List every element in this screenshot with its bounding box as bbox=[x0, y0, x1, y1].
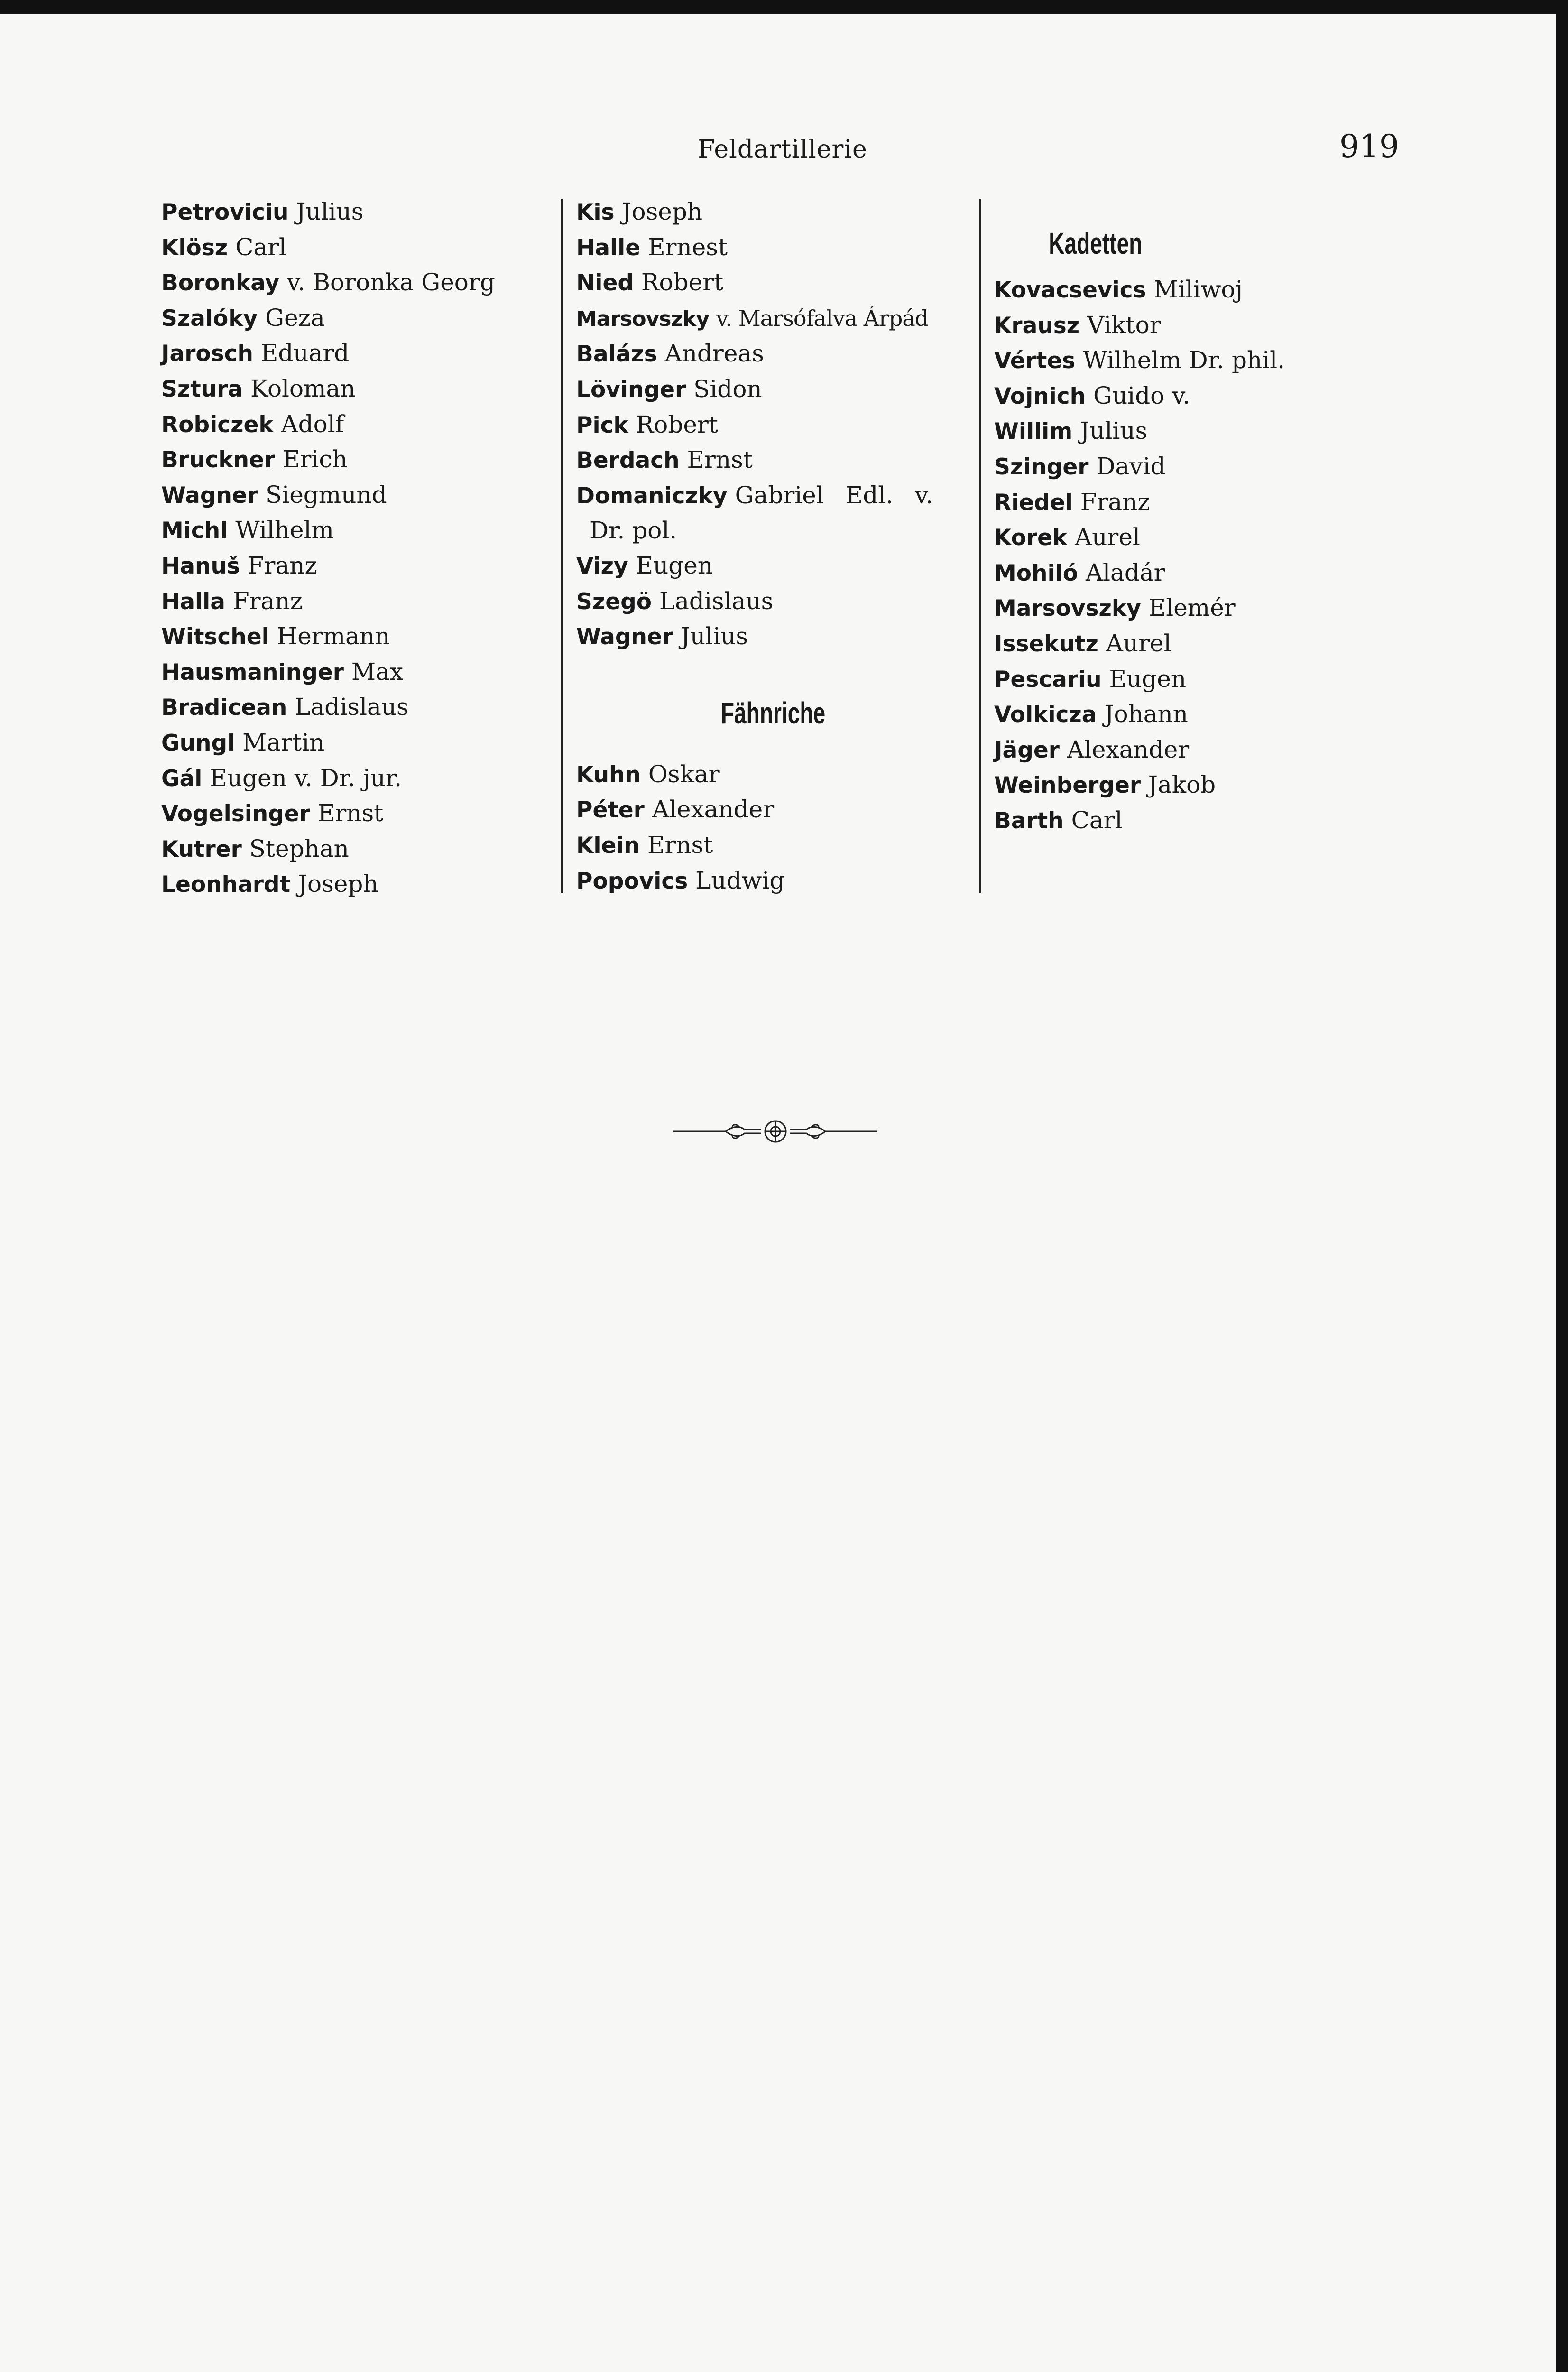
surname: Michl bbox=[161, 518, 228, 544]
section-heading-faehnriche: Fähnriche bbox=[720, 695, 826, 730]
given-name: Ladislaus bbox=[295, 693, 409, 721]
surname: Hanuš bbox=[161, 553, 240, 579]
given-name: Stephan bbox=[249, 834, 349, 862]
given-name: Viktor bbox=[1087, 311, 1161, 339]
list-item bbox=[161, 867, 550, 902]
surname: Vojnich bbox=[994, 383, 1086, 409]
list-item bbox=[576, 478, 970, 514]
list-item bbox=[161, 690, 550, 725]
list-item bbox=[994, 697, 1383, 732]
list-item bbox=[161, 584, 550, 620]
list-item bbox=[994, 803, 1383, 839]
column-3 bbox=[994, 195, 1383, 839]
surname: Klein bbox=[576, 832, 640, 859]
list-item bbox=[994, 520, 1383, 556]
list-item bbox=[576, 792, 970, 828]
list-item bbox=[161, 761, 550, 797]
given-name: v. Marsófalva Árpád bbox=[716, 305, 929, 331]
surname: Wagner bbox=[161, 482, 258, 509]
surname: Halla bbox=[161, 588, 225, 615]
given-name: Wilhelm bbox=[235, 516, 334, 544]
given-name: Ludwig bbox=[695, 866, 785, 894]
list-item bbox=[994, 272, 1383, 308]
surname: Vizy bbox=[576, 553, 628, 579]
given-name: Guido v. bbox=[1093, 381, 1190, 409]
given-name: Ernst bbox=[687, 446, 753, 474]
list-item bbox=[161, 265, 550, 301]
given-name: Oskar bbox=[648, 760, 720, 788]
list-item bbox=[161, 548, 550, 584]
list-item bbox=[994, 732, 1383, 768]
surname: Mohiló bbox=[994, 560, 1079, 586]
surname: Szalóky bbox=[161, 305, 258, 332]
surname: Petroviciu bbox=[161, 199, 289, 225]
surname: Kovacsevics bbox=[994, 277, 1146, 303]
given-name: Eugen bbox=[636, 551, 713, 579]
list-item bbox=[161, 442, 550, 478]
ornament-divider bbox=[673, 1117, 877, 1146]
given-name: Andreas bbox=[664, 340, 764, 368]
given-name: Robert bbox=[641, 269, 724, 296]
list-item bbox=[994, 308, 1383, 343]
surname: Weinberger bbox=[994, 772, 1141, 799]
given-name: Carl bbox=[1071, 806, 1123, 834]
list-item bbox=[161, 725, 550, 761]
given-name: Julius bbox=[296, 198, 364, 225]
list-item bbox=[994, 379, 1383, 414]
section-heading-kadetten: Kadetten bbox=[1049, 226, 1143, 260]
list-item bbox=[994, 556, 1383, 591]
given-name: David bbox=[1096, 452, 1166, 480]
list-item bbox=[161, 619, 550, 655]
given-name: Johann bbox=[1104, 700, 1188, 728]
surname: Robiczek bbox=[161, 411, 274, 438]
list-item bbox=[161, 336, 550, 371]
surname: Pescariu bbox=[994, 666, 1102, 693]
given-name: Ladislaus bbox=[659, 587, 774, 615]
surname: Krausz bbox=[994, 312, 1080, 339]
list-item bbox=[161, 513, 550, 548]
column-2 bbox=[576, 195, 970, 899]
given-name: Aurel bbox=[1106, 629, 1171, 657]
list-item-continuation bbox=[576, 513, 970, 548]
surname: Balázs bbox=[576, 341, 657, 368]
surname: Volkicza bbox=[994, 702, 1097, 728]
surname: Nied bbox=[576, 270, 634, 296]
surname: Bradicean bbox=[161, 695, 287, 721]
surname: Boronkay bbox=[161, 270, 280, 296]
surname: Domaniczky bbox=[576, 482, 728, 509]
list-item bbox=[576, 301, 970, 337]
surname: Jarosch bbox=[161, 341, 253, 367]
list-item bbox=[161, 655, 550, 690]
surname: Gál bbox=[161, 765, 203, 792]
given-name: Ernest bbox=[648, 233, 728, 261]
given-name: Miliwoj bbox=[1153, 276, 1243, 303]
list-item bbox=[161, 407, 550, 443]
given-name: Gabriel Edl. v. bbox=[735, 481, 933, 509]
surname: Witschel bbox=[161, 624, 269, 650]
surname: Wagner bbox=[576, 624, 673, 650]
given-name: Adolf bbox=[281, 410, 344, 438]
given-name: Franz bbox=[232, 587, 303, 615]
column-rule-right bbox=[979, 199, 981, 893]
given-name: Aladár bbox=[1085, 558, 1165, 586]
list-item bbox=[161, 230, 550, 266]
list-item bbox=[576, 230, 970, 266]
given-name: Siegmund bbox=[265, 481, 387, 509]
surname: Korek bbox=[994, 525, 1068, 551]
page-number: 919 bbox=[1339, 128, 1399, 165]
given-name: Alexander bbox=[652, 796, 775, 824]
list-item bbox=[161, 478, 550, 513]
surname: Popovics bbox=[576, 868, 688, 894]
surname: Pick bbox=[576, 412, 628, 438]
list-item bbox=[994, 449, 1383, 485]
list-item bbox=[576, 863, 970, 899]
surname: Vértes bbox=[994, 348, 1076, 374]
given-name: v. Boronka Georg bbox=[287, 269, 495, 296]
given-name: Max bbox=[351, 658, 404, 686]
given-name: Julius bbox=[680, 622, 748, 650]
given-name: Sidon bbox=[693, 375, 762, 403]
list-item bbox=[576, 336, 970, 372]
surname: Kis bbox=[576, 199, 615, 225]
list-item bbox=[994, 485, 1383, 520]
given-name: Eugen bbox=[1109, 665, 1187, 693]
surname: Issekutz bbox=[994, 630, 1098, 657]
given-name: Robert bbox=[636, 410, 718, 438]
list-item bbox=[161, 371, 550, 407]
list-item bbox=[161, 832, 550, 867]
list-item bbox=[161, 195, 550, 230]
surname: Willim bbox=[994, 418, 1073, 445]
surname: Jäger bbox=[994, 737, 1060, 763]
list-item bbox=[576, 265, 970, 301]
surname: Vogelsinger bbox=[161, 801, 310, 827]
given-name: Alexander bbox=[1067, 735, 1190, 763]
given-name: Julius bbox=[1080, 417, 1148, 445]
given-name: Koloman bbox=[250, 374, 356, 402]
surname: Kuhn bbox=[576, 761, 641, 788]
surname: Szegö bbox=[576, 588, 652, 615]
list-item bbox=[576, 443, 970, 478]
given-name: Hermann bbox=[277, 622, 390, 650]
given-name: Ernst bbox=[647, 831, 713, 859]
given-name: Martin bbox=[242, 728, 325, 756]
given-name: Joseph bbox=[297, 870, 378, 898]
surname: Lövinger bbox=[576, 376, 686, 403]
list-item bbox=[994, 626, 1383, 662]
surname: Péter bbox=[576, 797, 645, 824]
list-item bbox=[576, 757, 970, 793]
list-item bbox=[994, 414, 1383, 449]
surname: Klösz bbox=[161, 234, 228, 261]
surname: Berdach bbox=[576, 447, 680, 474]
surname: Barth bbox=[994, 807, 1064, 834]
list-item bbox=[576, 584, 970, 620]
given-name: Erich bbox=[283, 445, 348, 473]
surname: Leonhardt bbox=[161, 871, 291, 898]
list-item bbox=[161, 301, 550, 336]
surname: Sztura bbox=[161, 376, 243, 402]
list-item bbox=[576, 372, 970, 408]
surname: Marsovszky bbox=[994, 595, 1141, 622]
surname: Szinger bbox=[994, 454, 1089, 480]
list-item bbox=[576, 195, 970, 230]
column-rule-left bbox=[561, 199, 563, 893]
surname: Marsovszky bbox=[576, 306, 710, 331]
list-item bbox=[576, 408, 970, 443]
surname: Bruckner bbox=[161, 447, 276, 473]
given-name: Geza bbox=[265, 304, 325, 332]
given-name: Franz bbox=[247, 551, 317, 579]
list-item bbox=[994, 768, 1383, 803]
given-name: Ernst bbox=[317, 799, 384, 827]
given-name: Joseph bbox=[622, 198, 703, 225]
surname: Gungl bbox=[161, 730, 235, 756]
given-name: Wilhelm Dr. phil. bbox=[1083, 346, 1285, 374]
surname: Kutrer bbox=[161, 836, 242, 862]
list-item bbox=[576, 619, 970, 655]
given-name: Eduard bbox=[260, 339, 350, 367]
surname: Hausmaninger bbox=[161, 659, 344, 686]
list-item bbox=[576, 548, 970, 584]
given-name: Jakob bbox=[1148, 771, 1216, 799]
given-name: Eugen v. Dr. jur. bbox=[210, 764, 402, 792]
given-name: Franz bbox=[1080, 488, 1150, 516]
given-name: Elemér bbox=[1148, 594, 1236, 622]
given-name: Dr. pol. bbox=[590, 517, 677, 545]
ornament-icon bbox=[673, 1117, 877, 1146]
list-item bbox=[161, 796, 550, 832]
given-name: Carl bbox=[235, 233, 287, 261]
column-1 bbox=[161, 195, 550, 902]
running-head: Feldartillerie bbox=[698, 135, 867, 164]
surname: Riedel bbox=[994, 489, 1073, 516]
list-item bbox=[994, 343, 1383, 379]
surname: Halle bbox=[576, 234, 641, 261]
list-item bbox=[994, 591, 1383, 626]
given-name: Aurel bbox=[1075, 523, 1140, 551]
list-item bbox=[576, 828, 970, 863]
list-item bbox=[994, 662, 1383, 697]
